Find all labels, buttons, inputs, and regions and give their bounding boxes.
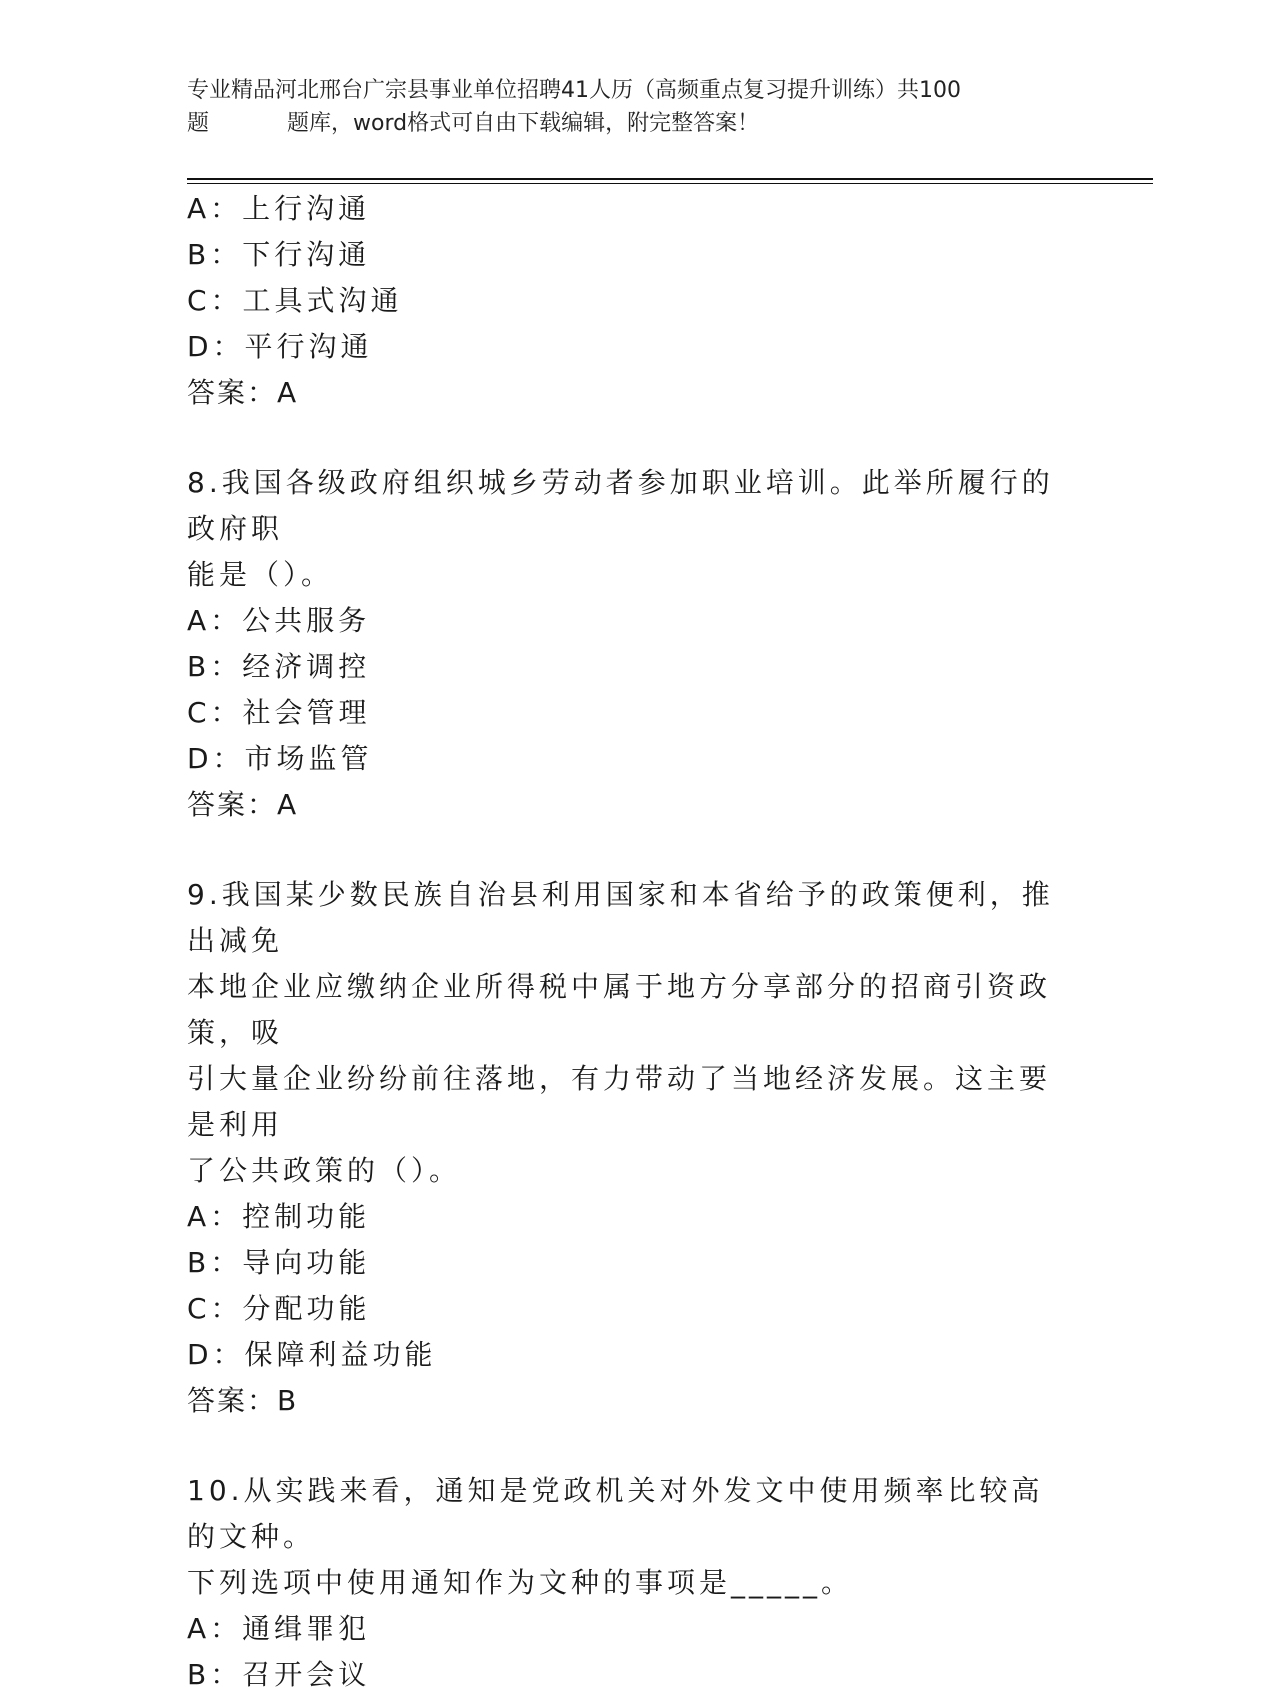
question-text-line: 10.从实践来看，通知是党政机关对外发文中使用频率比较高的文种。: [187, 1474, 1044, 1553]
question-10: [187, 1468, 1067, 1698]
answer-line: 答案：A: [187, 376, 299, 409]
question-8: [187, 460, 1067, 828]
document-body: [187, 186, 1067, 1698]
option-a: A：控制功能: [187, 1200, 371, 1233]
option-c: C：分配功能: [187, 1292, 371, 1325]
header-line-2-rest: 题库，word格式可自由下载编辑，附完整答案！: [287, 111, 760, 136]
option-b: B：导向功能: [187, 1246, 371, 1279]
header-rule-thick: [187, 178, 1153, 180]
header-rule-thin: [187, 183, 1153, 184]
question-9: [187, 872, 1067, 1424]
option-a: A：通缉罪犯: [187, 1612, 371, 1645]
question-text-line: 9.我国某少数民族自治县利用国家和本省给予的政策便利，推出减免: [187, 878, 1054, 957]
option-b: B：经济调控: [187, 650, 371, 683]
answer-line: 答案：B: [187, 1384, 299, 1417]
header-line-2: [187, 107, 1067, 140]
question-text-line: 了公共政策的（）。: [187, 1154, 462, 1187]
answer-line: 答案：A: [187, 788, 299, 821]
option-a: A：公共服务: [187, 604, 371, 637]
option-c: C：社会管理: [187, 696, 371, 729]
question-text-line: 能是（）。: [187, 558, 334, 591]
prev-question: [187, 186, 1067, 416]
question-text-line: 8.我国各级政府组织城乡劳动者参加职业培训。此举所履行的政府职: [187, 466, 1054, 545]
option-a: A：上行沟通: [187, 192, 371, 225]
option-b: B：召开会议: [187, 1658, 371, 1691]
header-line-1: 专业精品河北邢台广宗县事业单位招聘41人历（高频重点复习提升训练）共100: [187, 78, 961, 103]
question-text-line: 本地企业应缴纳企业所得税中属于地方分享部分的招商引资政策，吸: [187, 970, 1052, 1049]
option-d: D：市场监管: [187, 742, 373, 775]
option-d: D：平行沟通: [187, 330, 373, 363]
question-text-line: 下列选项中使用通知作为文种的事项是_____。: [187, 1566, 854, 1599]
header-line-2-start: 题: [187, 111, 210, 136]
option-c: C：工具式沟通: [187, 284, 403, 317]
question-text-line: 引大量企业纷纷前往落地，有力带动了当地经济发展。这主要是利用: [187, 1062, 1052, 1141]
option-d: D：保障利益功能: [187, 1338, 437, 1371]
document-header: [187, 74, 1067, 140]
option-b: B：下行沟通: [187, 238, 371, 271]
